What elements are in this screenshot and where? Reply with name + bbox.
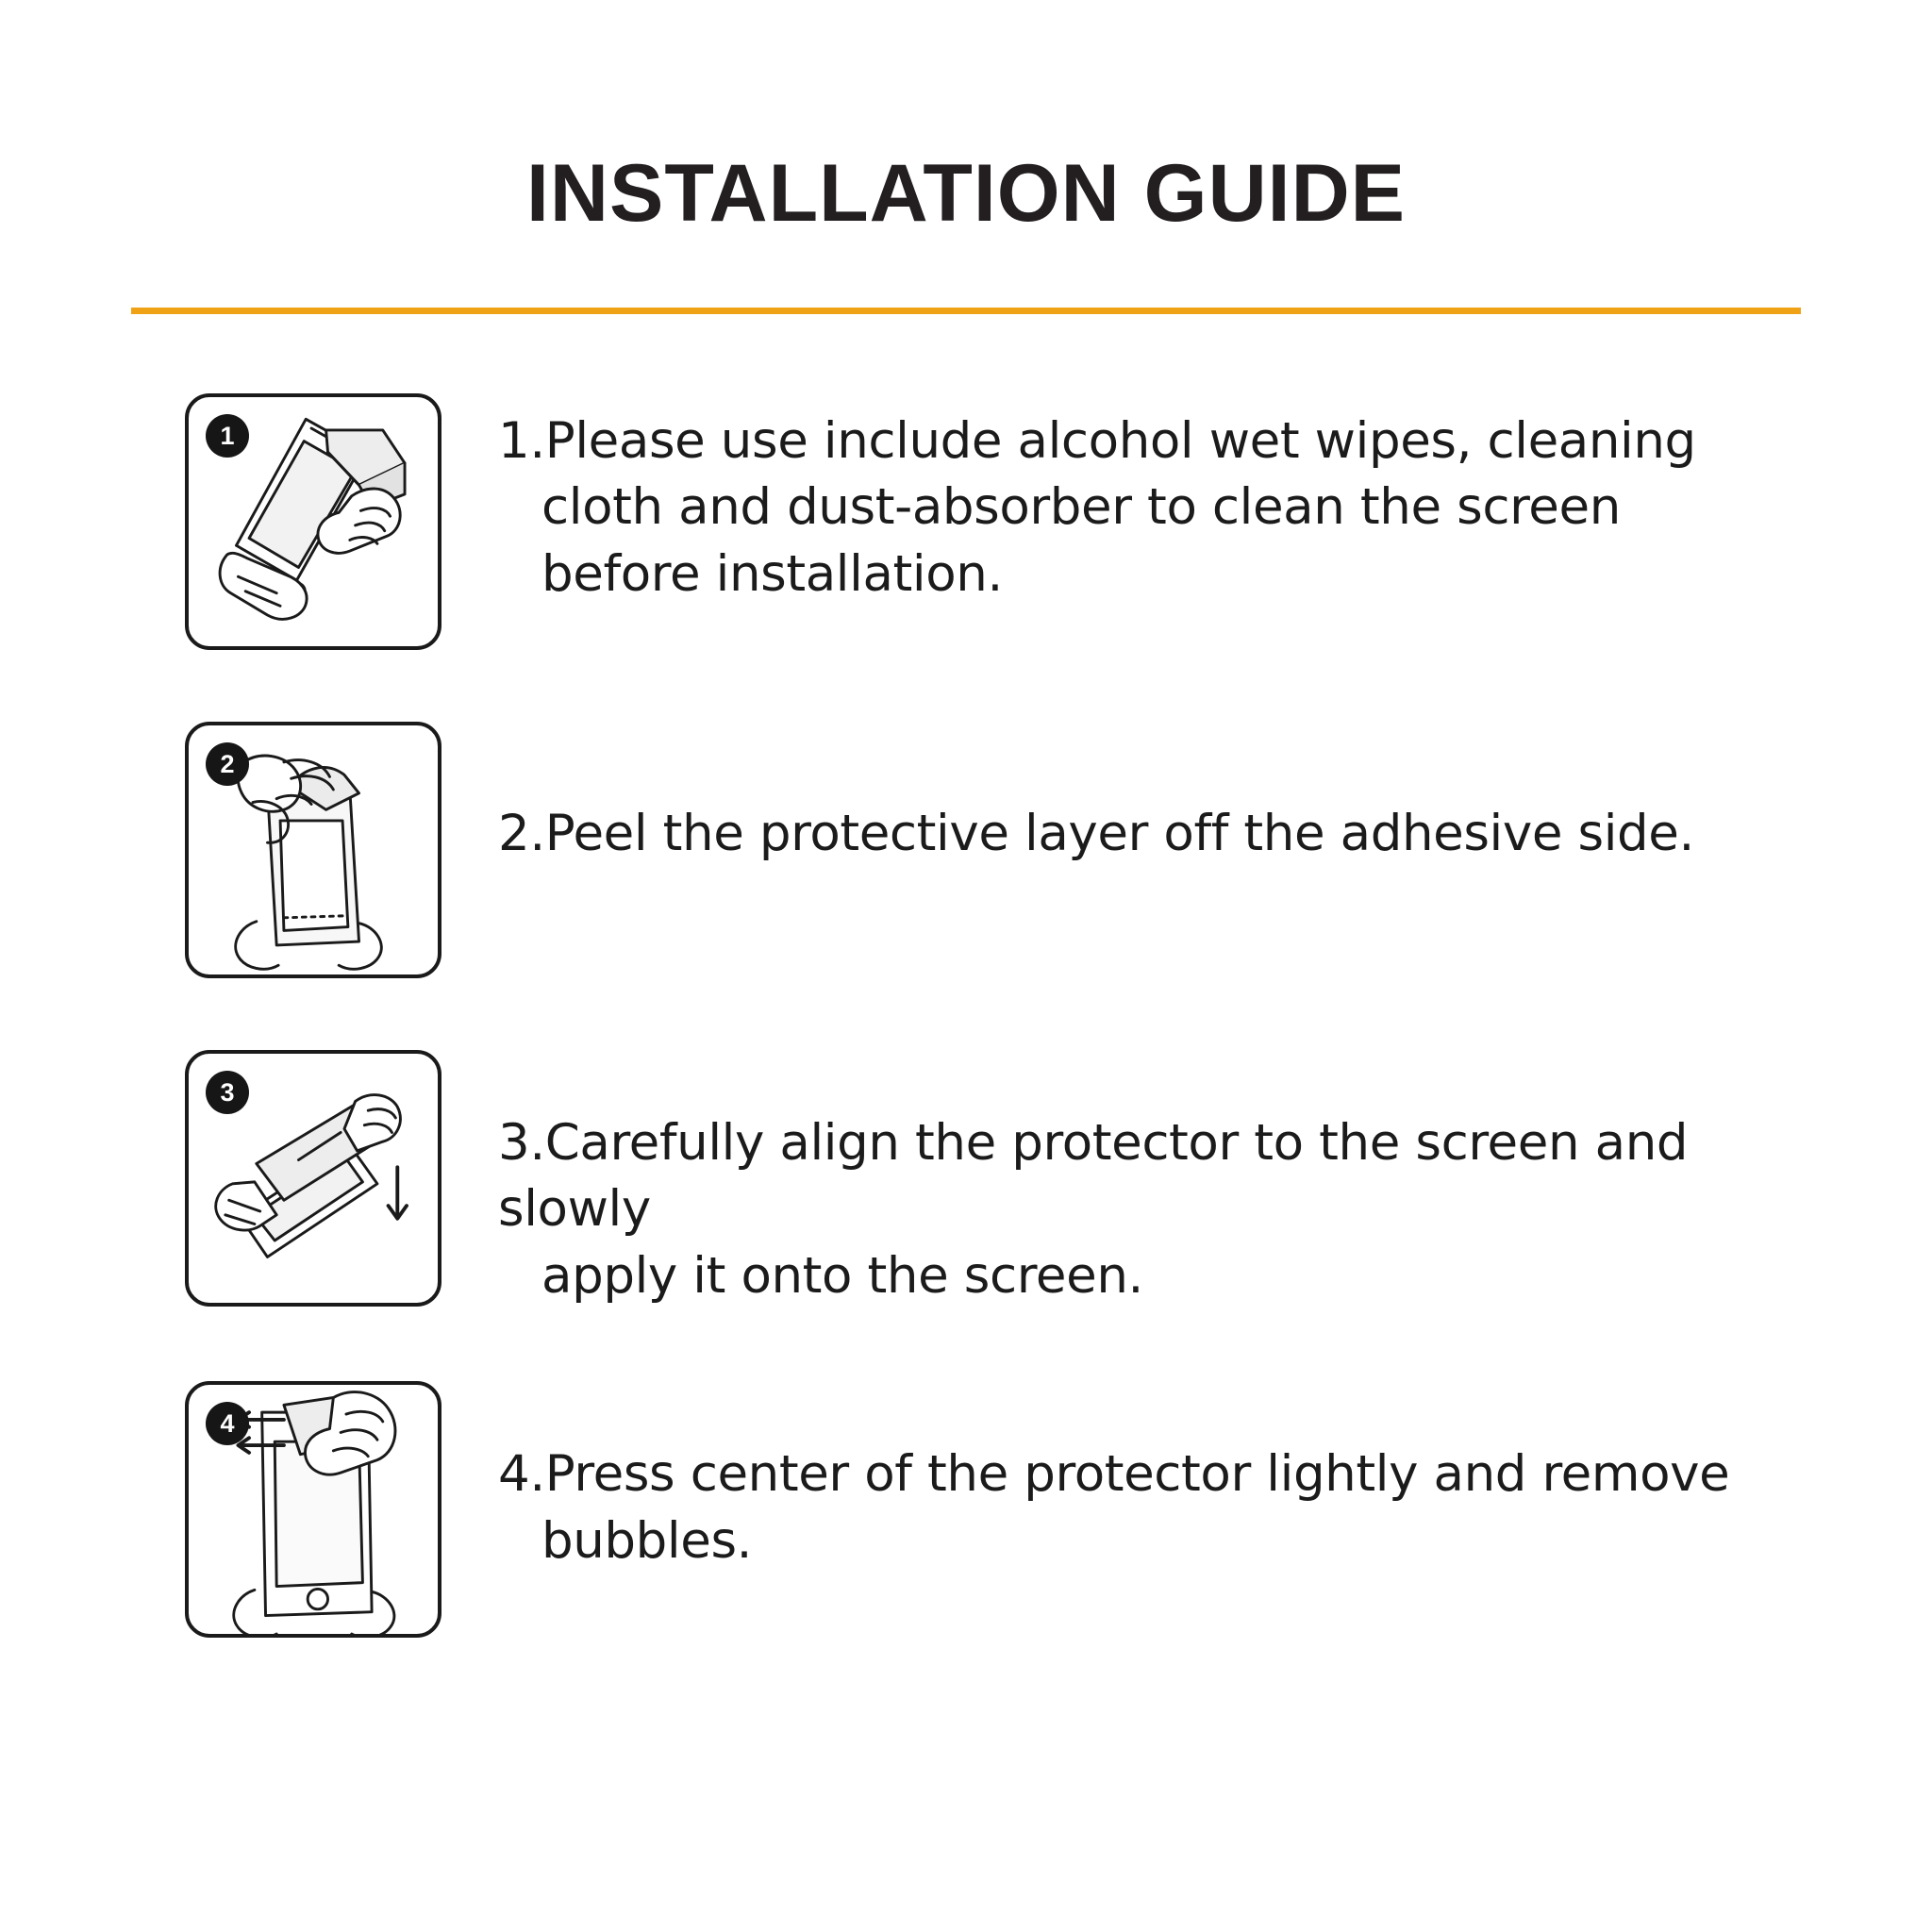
step-1-illustration — [185, 393, 441, 650]
step-text — [441, 1381, 1729, 1574]
page-title: INSTALLATION GUIDE — [525, 148, 1407, 239]
step-4-illustration — [185, 1381, 441, 1638]
steps-list — [0, 393, 1932, 1638]
step-line-2: apply it onto the screen. — [541, 1246, 1143, 1305]
step-badge: 3 — [206, 1071, 249, 1114]
step-text — [441, 393, 1696, 608]
list-item — [185, 1050, 1790, 1309]
title-divider — [131, 308, 1801, 314]
step-line-3: before installation. — [541, 544, 1003, 603]
step-badge: 1 — [206, 414, 249, 458]
step-line-2: bubbles. — [541, 1511, 753, 1570]
step-line-1: 3.Carefully align the protector to the screen and slowly — [498, 1114, 1689, 1239]
step-text — [441, 1050, 1790, 1309]
step-line-1: 2.Peel the protective layer off the adhesive side. — [498, 805, 1694, 862]
step-badge: 2 — [206, 742, 249, 786]
list-item — [185, 1381, 1790, 1638]
step-line-2: cloth and dust-absorber to clean the screen — [541, 478, 1621, 537]
list-item — [185, 722, 1790, 978]
step-text — [441, 722, 1694, 867]
step-2-illustration — [185, 722, 441, 978]
step-line-1: 1.Please use include alcohol wet wipes, cleaning — [498, 412, 1696, 470]
list-item — [185, 393, 1790, 650]
step-3-illustration — [185, 1050, 441, 1307]
step-line-1: 4.Press center of the protector lightly and remove — [498, 1445, 1730, 1504]
step-badge: 4 — [206, 1402, 249, 1445]
